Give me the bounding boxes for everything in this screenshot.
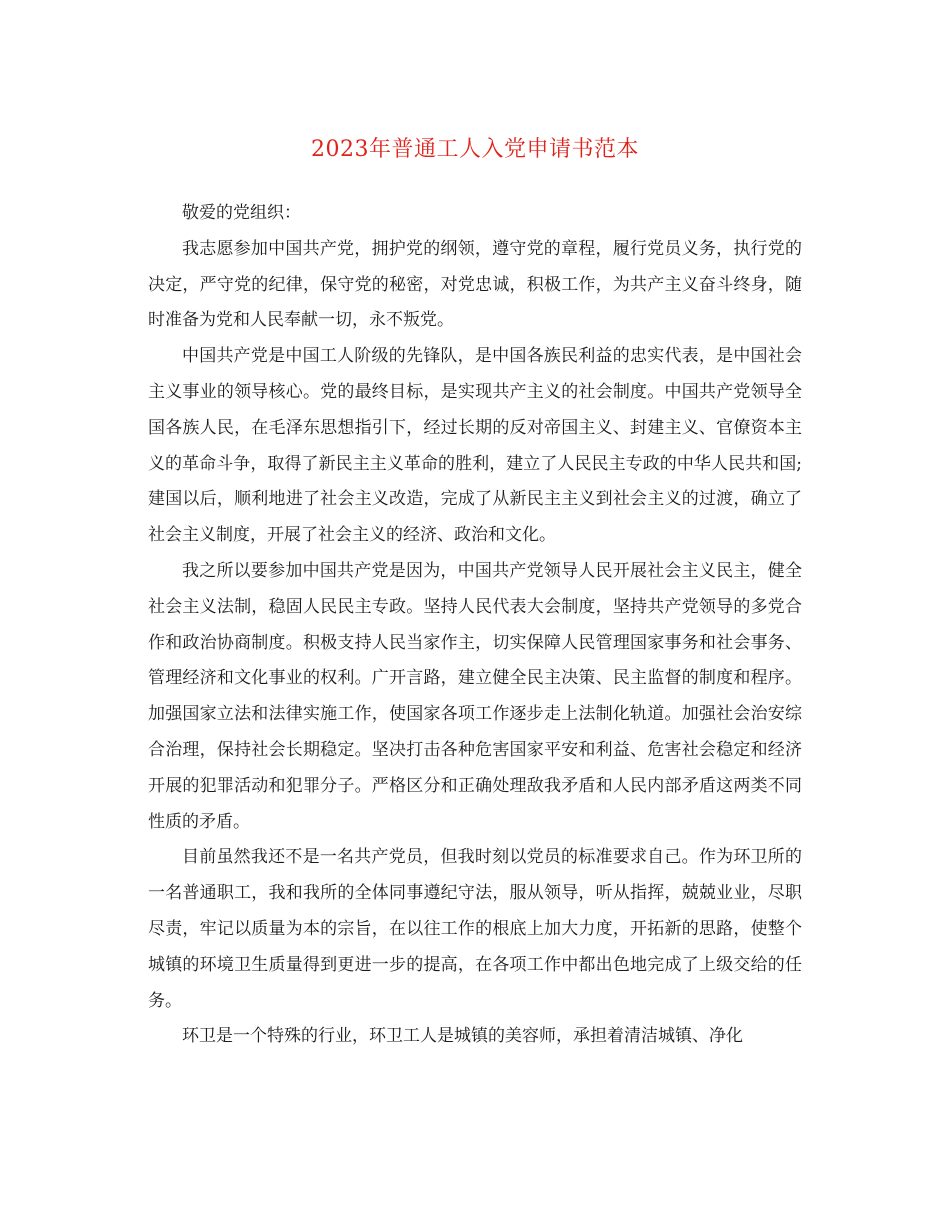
document-body xyxy=(148,196,802,1055)
paragraph-pledge: 我志愿参加中国共产党，拥护党的纲领，遵守党的章程，履行党员义务，执行党的决定，严守党的纪律，保守党的秘密，对党忠诚，积极工作，为共产主义奋斗终身，随时准备为党和人民奉献一切，永不叛党。 xyxy=(148,238,802,331)
paragraph-sanitation: 环卫是一个特殊的行业，环卫工人是城镇的美容师，承担着清洁城镇、净化 xyxy=(182,1026,743,1047)
paragraph-reasons: 我之所以要参加中国共产党是因为，中国共产党领导人民开展社会主义民主，健全社会主义法制，稳固人民民主专政。坚持人民代表大会制度，坚持共产党领导的多党合作和政治协商制度。积极支持人民当家作主，切实保障人民管理国家事务和社会事务、管理经济和文化事业的权利。广开言路，建立健全民主决策、民主监督的制度和程序。加强国家立法和法律实施工作，使国家各项工作逐步走上法制化轨道。加强社会治安综合治理，保持社会长期稳定。坚决打击各种危害国家平安和利益、危害社会稳定和经济开展的犯罪活动和犯罪分子。严格区分和正确处理敌我矛盾和人民内部矛盾这两类不同性质的矛盾。 xyxy=(148,560,802,832)
salutation: 敬爱的党组织： xyxy=(182,203,301,223)
document-title: 2023年普通工人入党申请书范本 xyxy=(311,137,639,162)
paragraph-self-conduct: 目前虽然我还不是一名共产党员，但我时刻以党员的标准要求自己。作为环卫所的一名普通职工，我和我所的全体同事遵纪守法，服从领导，听从指挥，兢兢业业，尽职尽责，牢记以质量为本的宗旨，在以往工作的根底上加大力度，开拓新的思路，使整个城镇的环境卫生质量得到更进一步的提高，在各项工作中都出色地完成了上级交给的任务。 xyxy=(148,847,802,1011)
paragraph-party-nature: 中国共产党是中国工人阶级的先锋队，是中国各族民利益的忠实代表，是中国社会主义事业的领导核心。党的最终目标，是实现共产主义的社会制度。中国共产党领导全国各族人民，在毛泽东思想指引下，经过长期的反对帝国主义、封建主义、官僚资本主义的革命斗争，取得了新民主主义革命的胜利，建立了人民民主专政的中华人民共和国;建国以后，顺利地进了社会主义改造，完成了从新民主主义到社会主义的过渡，确立了社会主义制度，开展了社会主义的经济、政治和文化。 xyxy=(148,346,802,546)
